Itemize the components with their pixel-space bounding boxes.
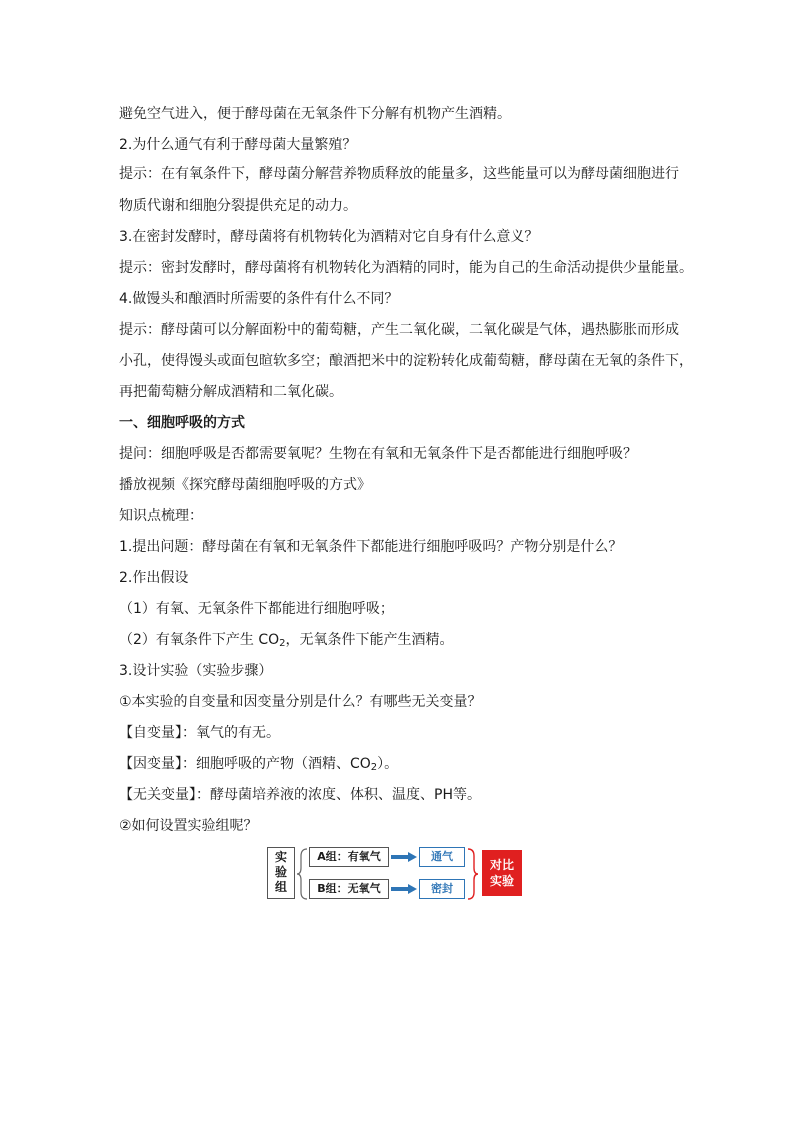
irrelevant-variables: 【无关变量】：酵母菌培养液的浓度、体积、温度、PH等。 bbox=[119, 787, 481, 803]
hypothesis-2-text: （2）有氧条件下产生 CO bbox=[119, 632, 280, 648]
section-heading: 一、细胞呼吸的方式 bbox=[119, 415, 245, 431]
text-line: 避免空气进入，便于酵母菌在无氧条件下分解有机物产生酒精。 bbox=[119, 106, 511, 122]
independent-variable: 【自变量】：氧气的有无。 bbox=[119, 725, 280, 741]
hint-4-line-2: 小孔，使得馒头或面包暄软多空；酿酒把米中的淀粉转化成葡萄糖，酵母菌在无氧的条件下， bbox=[119, 353, 693, 369]
group-setup-question: ②如何设置实验组呢？ bbox=[119, 818, 258, 834]
step-2: 2.作出假设 bbox=[119, 570, 189, 586]
left-brace-icon bbox=[297, 848, 309, 900]
experiment-group-diagram bbox=[267, 846, 527, 902]
label-char: 组 bbox=[274, 880, 287, 894]
hint-4-line-1: 提示：酵母菌可以分解面粉中的葡萄糖，产生二氧化碳，二氧化碳是气体，遇热膨胀而形成 bbox=[119, 322, 679, 338]
label-char: 实 bbox=[274, 850, 287, 864]
group-b-box: B组：无氧气 bbox=[309, 879, 389, 899]
dependent-variable bbox=[119, 754, 398, 774]
question-2: 2.为什么通气有利于酵母菌大量繁殖？ bbox=[119, 137, 357, 153]
hypothesis-1: （1）有氧、无氧条件下都能进行细胞呼吸； bbox=[119, 601, 394, 617]
arrow-right-icon bbox=[391, 884, 417, 894]
step-3: 3.设计实验（实验步骤） bbox=[119, 663, 273, 679]
subscript: 2 bbox=[279, 638, 286, 649]
contrast-experiment-label bbox=[482, 850, 522, 896]
hypothesis-2 bbox=[119, 630, 454, 650]
step-1: 1.提出问题：酵母菌在有氧和无氧条件下都能进行细胞呼吸吗？产物分别是什么？ bbox=[119, 539, 623, 555]
hypothesis-2-rest: ，无氧条件下能产生酒精。 bbox=[285, 632, 454, 648]
prompt-question: 提问：细胞呼吸是否都需要氧呢？生物在有氧和无氧条件下是否都能进行细胞呼吸？ bbox=[119, 446, 637, 462]
experiment-group-label bbox=[267, 847, 295, 899]
subscript: 2 bbox=[370, 762, 378, 773]
hint-4-line-3: 再把葡萄糖分解成酒精和二氧化碳。 bbox=[119, 384, 343, 400]
hint-2-line-1: 提示：在有氧条件下，酵母菌分解营养物质释放的能量多，这些能量可以为酵母菌细胞进行 bbox=[119, 166, 679, 182]
dependent-variable-text: 【因变量】：细胞呼吸的产物（酒精、CO bbox=[119, 756, 371, 772]
video-line: 播放视频《探究酵母菌细胞呼吸的方式》 bbox=[119, 477, 371, 493]
conclusion-line: 实验 bbox=[489, 874, 514, 888]
question-3: 3.在密封发酵时，酵母菌将有机物转化为酒精对它自身有什么意义？ bbox=[119, 229, 539, 245]
hint-3: 提示：密封发酵时，酵母菌将有机物转化为酒精的同时，能为自己的生命活动提供少量能量。 bbox=[119, 260, 693, 276]
question-4: 4.做馒头和酿酒时所需要的条件有什么不同？ bbox=[119, 291, 399, 307]
label-char: 验 bbox=[274, 865, 287, 879]
knowledge-heading: 知识点梳理： bbox=[119, 508, 203, 524]
right-brace-icon bbox=[467, 848, 479, 900]
conclusion-line: 对比 bbox=[489, 858, 514, 872]
hint-2-line-2: 物质代谢和细胞分裂提供充足的动力。 bbox=[119, 198, 357, 214]
variables-question: ①本实验的自变量和因变量分别是什么？有哪些无关变量？ bbox=[119, 694, 482, 710]
aerate-box: 通气 bbox=[419, 847, 465, 867]
seal-box: 密封 bbox=[419, 879, 465, 899]
group-a-box: A组：有氧气 bbox=[309, 847, 389, 867]
dependent-variable-rest: ）。 bbox=[377, 756, 399, 772]
arrow-right-icon bbox=[391, 852, 417, 862]
